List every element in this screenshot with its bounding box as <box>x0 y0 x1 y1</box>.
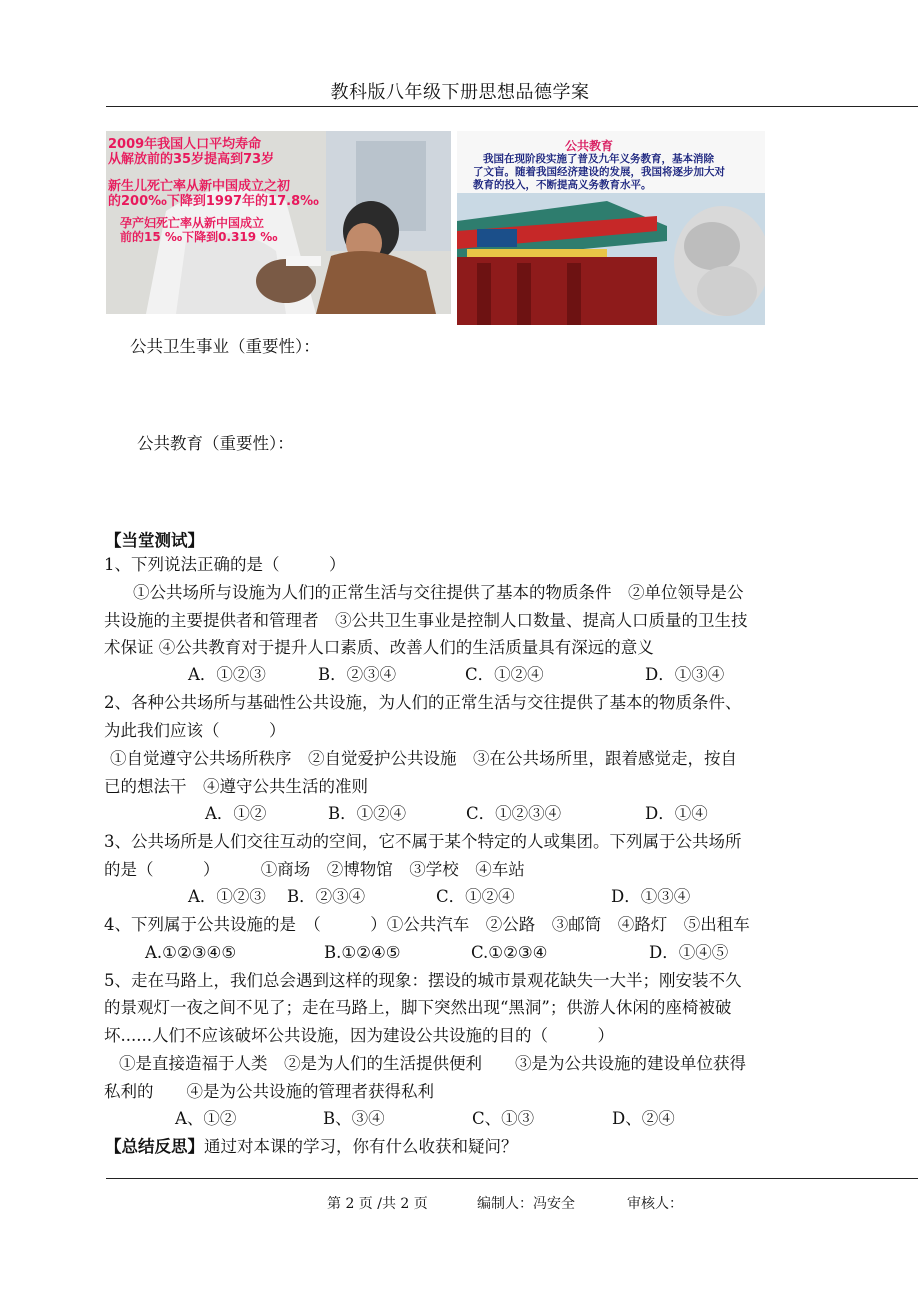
health-caption-1: 2009年我国人口平均寿命 <box>108 137 262 152</box>
education-caption-1: 我国在现阶段实施了普及九年义务教育，基本消除 <box>483 153 714 165</box>
q3-line-1: 3、公共场所是人们交往互动的空间，它不属于某个特定的人或集团。下列属于公共场所 <box>104 832 742 851</box>
footer-reviewer: 审核人： <box>627 1196 683 1212</box>
q5-option-b: B、③④ <box>323 1109 385 1128</box>
page-header-title: 教科版八年级下册思想品德学案 <box>330 82 590 103</box>
q4-option-b: B.①②④⑤ <box>324 943 401 962</box>
q5-line-5: 私利的 ④是为公共设施的管理者获得私利 <box>104 1082 434 1101</box>
q2-option-b: B．①②④ <box>328 804 407 823</box>
q1-line-3: 术保证 ④公共教育对于提升人口素质、改善人们的生活质量具有深远的意义 <box>104 638 654 657</box>
q2-line-3: ①自觉遵守公共场所秩序 ②自觉爱护公共设施 ③在公共场所里，跟着感觉走，按自 <box>110 749 737 768</box>
q2-line-4: 已的想法干 ④遵守公共生活的准则 <box>104 777 368 796</box>
q1-option-c: C．①②④ <box>465 665 544 684</box>
public-education-image <box>457 131 765 325</box>
q2-option-d: D．①④ <box>645 804 708 823</box>
q5-line-2: 的景观灯一夜之间不见了；走在马路上，脚下突然出现“黑洞”；供游人休闲的座椅被破 <box>104 998 732 1017</box>
summary-text: 通过对本课的学习，你有什么收获和疑问？ <box>204 1137 518 1156</box>
q3-option-a: A．①②③ <box>188 887 266 906</box>
health-caption-5: 孕产妇死亡率从新中国成立 <box>120 216 265 230</box>
education-caption-3: 教育的投入，不断提高义务教育水平。 <box>473 179 652 191</box>
q3-option-b: B．②③④ <box>287 887 366 906</box>
q1-stem: 1、下列说法正确的是（ ） <box>104 555 346 574</box>
health-caption-2: 从解放前的35岁提高到73岁 <box>108 152 275 167</box>
footer-editor: 编制人：冯安全 <box>477 1196 575 1212</box>
footer-rule <box>106 1178 918 1179</box>
health-caption-4: 的200‰下降到1997年的17.8‰ <box>108 194 319 209</box>
q5-option-a: A、①② <box>175 1109 237 1128</box>
prompt-public-education: 公共教育（重要性）： <box>137 434 294 453</box>
q4-option-c: C.①②③④ <box>471 943 548 962</box>
q2-option-a: A．①② <box>205 804 267 823</box>
q3-option-c: C．①②④ <box>436 887 515 906</box>
q1-option-b: B．②③④ <box>318 665 397 684</box>
summary-line <box>105 1136 518 1158</box>
q5-line-3: 坏......人们不应该破坏公共设施，因为建设公共设施的目的（ ） <box>104 1026 614 1045</box>
header-rule <box>106 106 918 107</box>
q4-option-a: A.①②③④⑤ <box>145 943 237 962</box>
health-caption-6: 前的15 ‰下降到0.319 ‰ <box>120 230 278 244</box>
q3-option-d: D．①③④ <box>611 887 691 906</box>
public-health-image <box>106 131 451 314</box>
education-caption-2: 了文盲。随着我国经济建设的发展，我国将逐步加大对 <box>473 166 725 178</box>
health-caption-3: 新生儿死亡率从新中国成立之初 <box>108 179 291 194</box>
test-heading: 【当堂测试】 <box>105 531 204 550</box>
q1-line-2: 共设施的主要提供者和管理者 ③公共卫生事业是控制人口数量、提高人口质量的卫生技 <box>104 611 748 630</box>
summary-heading: 【总结反思】 <box>105 1137 204 1156</box>
q4-line-1: 4、下列属于公共设施的是 （ ）①公共汽车 ②公路 ③邮筒 ④路灯 ⑤出租车 <box>104 915 750 934</box>
footer-page-number: 第 2 页 /共 2 页 <box>327 1196 428 1212</box>
q1-option-d: D．①③④ <box>645 665 725 684</box>
q5-line-4: ①是直接造福于人类 ②是为人们的生活提供便利 ③是为公共设施的建设单位获得 <box>119 1054 746 1073</box>
education-caption-title: 公共教育 <box>565 139 614 153</box>
prompt-public-health: 公共卫生事业（重要性）： <box>130 337 320 356</box>
q2-line-1: 2、各种公共场所与基础性公共设施，为人们的正常生活与交往提供了基本的物质条件、 <box>104 693 742 712</box>
q5-option-d: D、②④ <box>612 1109 675 1128</box>
q2-line-2: 为此我们应该（ ） <box>104 721 286 740</box>
q4-option-d: D．①④⑤ <box>649 943 729 962</box>
q5-line-1: 5、走在马路上，我们总会遇到这样的现象：摆设的城市景观花缺失一大半；刚安装不久 <box>104 971 742 990</box>
q1-line-1: ①公共场所与设施为人们的正常生活与交往提供了基本的物质条件 ②单位领导是公 <box>133 583 744 602</box>
q1-option-a: A．①②③ <box>188 665 266 684</box>
q2-option-c: C．①②③④ <box>466 804 562 823</box>
q5-option-c: C、①③ <box>472 1109 535 1128</box>
q3-line-2: 的是（ ） ①商场 ②博物馆 ③学校 ④车站 <box>104 860 525 879</box>
